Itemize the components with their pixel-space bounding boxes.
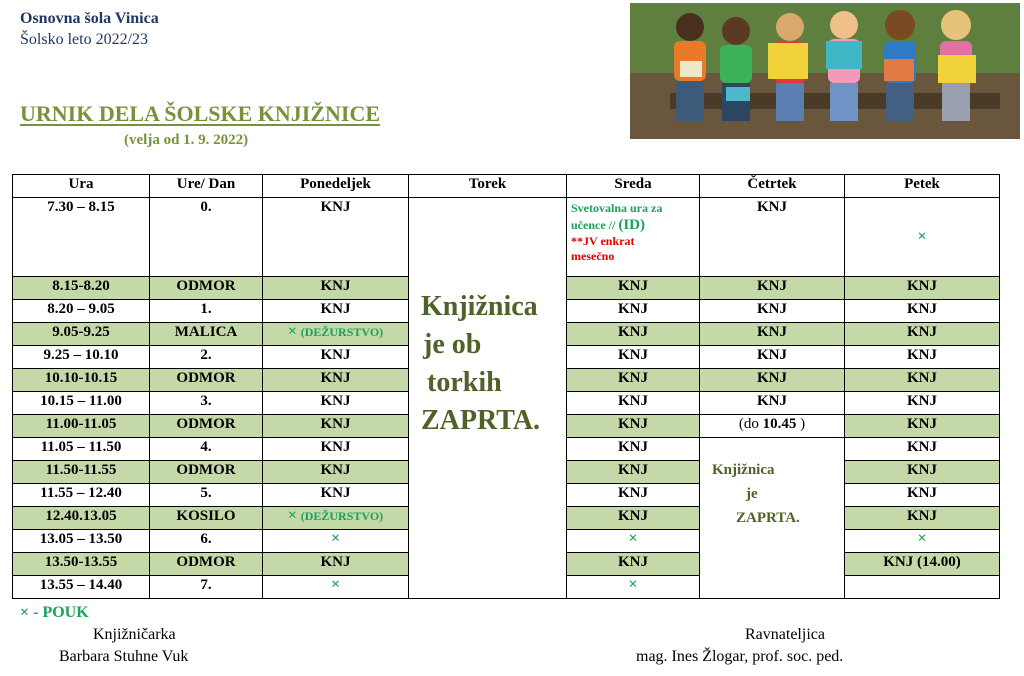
- time-cell: 11.05 – 11.50: [13, 438, 150, 461]
- wed-cell: KNJ: [567, 484, 700, 507]
- mon-cell: KNJ: [263, 484, 409, 507]
- mon-cell: KNJ: [263, 392, 409, 415]
- wed-cell: KNJ: [567, 323, 700, 346]
- fri-cell: KNJ: [845, 346, 1000, 369]
- school-year: Šolsko leto 2022/23: [20, 31, 149, 48]
- x-mark-icon: ×: [628, 576, 638, 593]
- thursday-closed-cell: [700, 438, 845, 599]
- slot-cell: ODMOR: [150, 415, 263, 438]
- principal-name: mag. Ines Žlogar, prof. soc. ped.: [636, 648, 844, 665]
- time-cell: 7.30 – 8.15: [13, 198, 150, 277]
- wed-cell: KNJ: [567, 415, 700, 438]
- children-reading-illustration: [630, 3, 1020, 139]
- x-mark-icon: ×: [287, 507, 297, 524]
- world-hour-line: učence //: [571, 218, 619, 232]
- tuesday-closed-note: [413, 198, 562, 440]
- wed-cell: KNJ: [567, 369, 700, 392]
- header-ure-dan: Ure/ Dan: [150, 175, 263, 198]
- mon-cell: KNJ: [263, 346, 409, 369]
- mon-cell: [263, 507, 409, 530]
- slot-cell: 4.: [150, 438, 263, 461]
- slot-cell: ODMOR: [150, 461, 263, 484]
- mon-cell: KNJ: [263, 553, 409, 576]
- slot-cell: 6.: [150, 530, 263, 553]
- thursday-closed-line: Knjižnica: [712, 462, 775, 478]
- header-petek: Petek: [845, 175, 1000, 198]
- thu-cell: KNJ: [700, 198, 845, 277]
- thursday-closed-line: je: [746, 486, 758, 502]
- thu-cell: KNJ: [700, 346, 845, 369]
- thursday-closed-note: [704, 438, 840, 530]
- mon-cell: KNJ: [263, 461, 409, 484]
- mon-cell: [263, 576, 409, 599]
- slot-cell: ODMOR: [150, 553, 263, 576]
- slot-cell: KOSILO: [150, 507, 263, 530]
- time-cell: 11.00-11.05: [13, 415, 150, 438]
- time-cell: 13.55 – 14.40: [13, 576, 150, 599]
- wed-cell: KNJ: [567, 300, 700, 323]
- legend: [20, 604, 89, 622]
- fri-cell: KNJ (14.00): [845, 553, 1000, 576]
- jv-note-line: mesečno: [571, 249, 615, 263]
- fri-cell: KNJ: [845, 507, 1000, 530]
- slot-cell: 3.: [150, 392, 263, 415]
- tuesday-closed-line: je ob: [423, 329, 482, 360]
- tuesday-closed-line: Knjižnica: [421, 291, 538, 322]
- duty-label: (DEŽURSTVO): [300, 325, 384, 339]
- x-mark-icon: ×: [628, 530, 638, 547]
- time-cell: 10.10-10.15: [13, 369, 150, 392]
- fri-cell: [845, 576, 1000, 599]
- header-ura: Ura: [13, 175, 150, 198]
- slot-cell: 2.: [150, 346, 263, 369]
- wed-cell: KNJ: [567, 553, 700, 576]
- time-cell: 11.55 – 12.40: [13, 484, 150, 507]
- fri-cell: KNJ: [845, 484, 1000, 507]
- time-cell: 12.40.13.05: [13, 507, 150, 530]
- slot-cell: 1.: [150, 300, 263, 323]
- thu-cell: KNJ: [700, 369, 845, 392]
- time-cell: 9.05-9.25: [13, 323, 150, 346]
- schedule-table: [12, 174, 1000, 599]
- x-mark-icon: ×: [917, 228, 927, 245]
- tuesday-closed-cell: [409, 198, 567, 599]
- tuesday-closed-line: ZAPRTA.: [421, 405, 541, 436]
- mon-cell: [263, 530, 409, 553]
- x-mark-icon: ×: [287, 323, 297, 340]
- fri-cell: KNJ: [845, 415, 1000, 438]
- thursday-closed-line: ZAPRTA.: [736, 510, 800, 526]
- world-hour-line: Svetovalna ura za: [571, 201, 663, 215]
- wed-cell: KNJ: [567, 346, 700, 369]
- mon-cell: [263, 323, 409, 346]
- fri-cell: KNJ: [845, 300, 1000, 323]
- slot-cell: MALICA: [150, 323, 263, 346]
- fri-cell: KNJ: [845, 369, 1000, 392]
- mon-cell: KNJ: [263, 415, 409, 438]
- world-hour-note: [571, 200, 695, 234]
- fri-cell: [845, 530, 1000, 553]
- thu-until-prefix: (do: [738, 416, 763, 432]
- fri-cell: KNJ: [845, 438, 1000, 461]
- librarian-role: Knjižničarka: [93, 626, 176, 643]
- table-header-row: [13, 175, 1000, 198]
- jv-note: [571, 234, 695, 264]
- x-mark-icon: ×: [917, 530, 927, 547]
- valid-from: (velja od 1. 9. 2022): [124, 132, 249, 148]
- thu-cell: KNJ: [700, 392, 845, 415]
- page-title: URNIK DELA ŠOLSKE KNJIŽNICE: [20, 101, 381, 126]
- table-row: [13, 198, 1000, 277]
- mon-cell: KNJ: [263, 277, 409, 300]
- wed-cell: KNJ: [567, 461, 700, 484]
- thu-cell: KNJ: [700, 323, 845, 346]
- thu-until-cell: [700, 415, 845, 438]
- fri-cell: KNJ: [845, 323, 1000, 346]
- mon-cell: KNJ: [263, 438, 409, 461]
- fri-cell: KNJ: [845, 277, 1000, 300]
- slot-cell: 5.: [150, 484, 263, 507]
- school-name: Osnovna šola Vinica: [20, 10, 159, 27]
- wed-cell: KNJ: [567, 277, 700, 300]
- time-cell: 9.25 – 10.10: [13, 346, 150, 369]
- tuesday-closed-line: torkih: [427, 367, 502, 398]
- header-torek: Torek: [409, 175, 567, 198]
- legend-label: - POUK: [29, 604, 89, 621]
- slot-cell: ODMOR: [150, 369, 263, 392]
- time-cell: 8.15-8.20: [13, 277, 150, 300]
- wed-cell: [567, 576, 700, 599]
- time-cell: 10.15 – 11.00: [13, 392, 150, 415]
- slot-cell: ODMOR: [150, 277, 263, 300]
- world-hour-id: (ID): [618, 217, 645, 233]
- header-sreda: Sreda: [567, 175, 700, 198]
- thu-cell: KNJ: [700, 300, 845, 323]
- header-ponedeljek: Ponedeljek: [263, 175, 409, 198]
- librarian-name: Barbara Stuhne Vuk: [59, 648, 189, 665]
- mon-cell: KNJ: [263, 198, 409, 277]
- time-cell: 11.50-11.55: [13, 461, 150, 484]
- fri-cell: KNJ: [845, 392, 1000, 415]
- jv-note-line: **JV enkrat: [571, 234, 635, 248]
- children-reading-photo: [630, 3, 1020, 139]
- wed-cell: KNJ: [567, 438, 700, 461]
- x-mark-icon: ×: [330, 530, 341, 547]
- time-cell: 13.50-13.55: [13, 553, 150, 576]
- x-mark-icon: ×: [330, 576, 341, 593]
- principal-role: Ravnateljica: [745, 626, 825, 643]
- slot-cell: 0.: [150, 198, 263, 277]
- wed-cell: [567, 198, 700, 277]
- thu-cell: KNJ: [700, 277, 845, 300]
- time-cell: 8.20 – 9.05: [13, 300, 150, 323]
- duty-label: (DEŽURSTVO): [300, 509, 384, 523]
- wed-cell: [567, 530, 700, 553]
- slot-cell: 7.: [150, 576, 263, 599]
- wed-cell: KNJ: [567, 392, 700, 415]
- wed-cell: KNJ: [567, 507, 700, 530]
- x-mark-icon: ×: [20, 604, 30, 621]
- mon-cell: KNJ: [263, 300, 409, 323]
- mon-cell: KNJ: [263, 369, 409, 392]
- header-cetrtek: Četrtek: [700, 175, 845, 198]
- fri-cell: [845, 198, 1000, 277]
- fri-cell: KNJ: [845, 461, 1000, 484]
- time-cell: 13.05 – 13.50: [13, 530, 150, 553]
- thu-until-suffix: ): [796, 416, 806, 432]
- thu-until-time: 10.45: [762, 416, 797, 432]
